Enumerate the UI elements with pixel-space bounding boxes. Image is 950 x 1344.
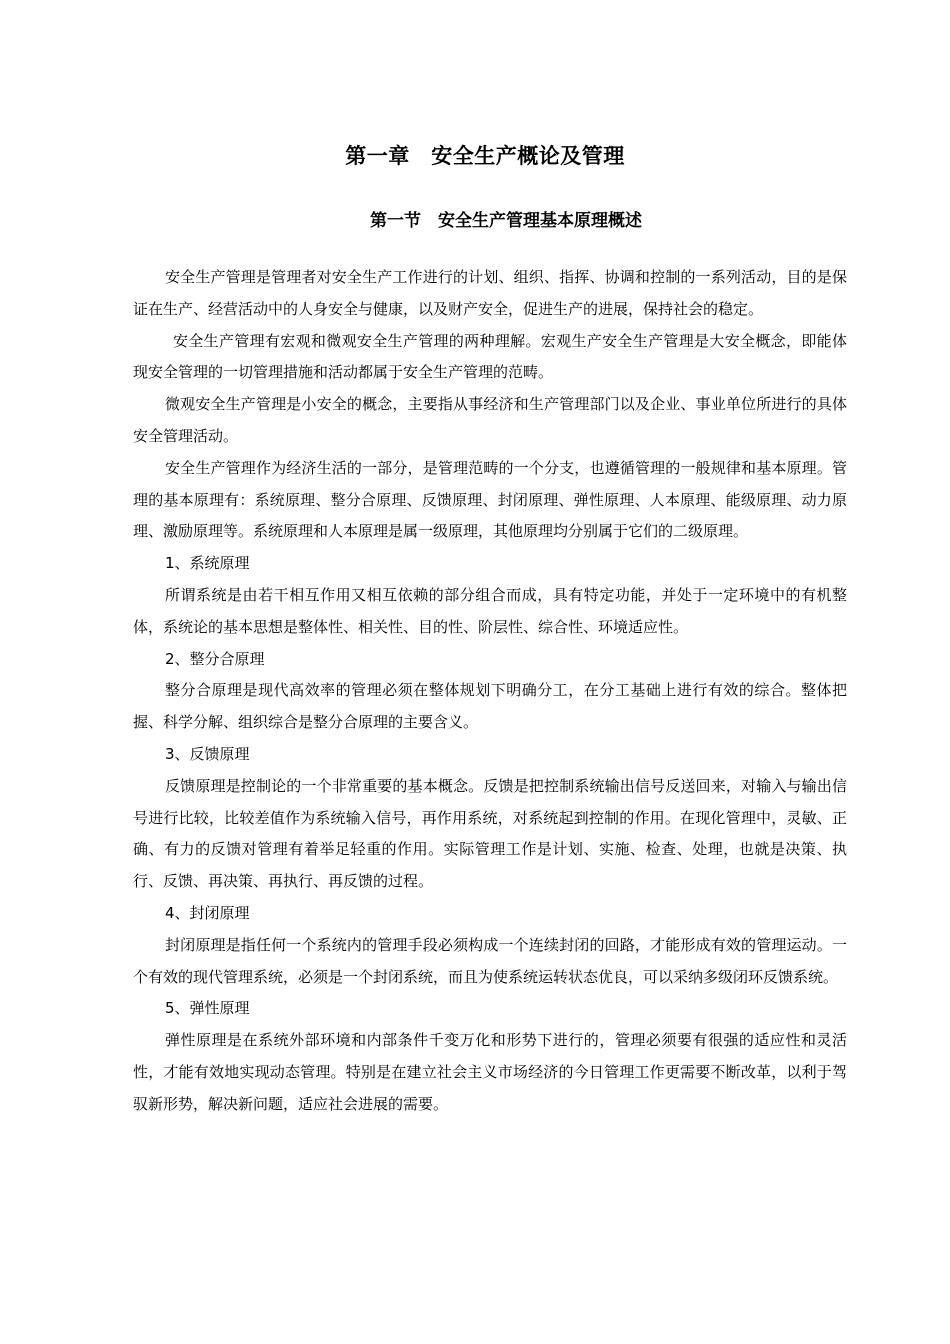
paragraph-system-principle: 所谓系统是由若干相互作用又相互依赖的部分组合而成，具有特定功能，并处于一定环境中的有机整体，系统论的基本思想是整体性、相关性、目的性、阶层性、综合性、环境适应性。	[133, 585, 847, 636]
paragraph-elasticity-principle: 弹性原理是在系统外部环境和内部条件千变万化和形势下进行的，管理必须要有很强的适应性和灵活性，才能有效地实现动态管理。特别是在建立社会主义市场经济的今日管理工作更需要不断改革，以利于驾驭新形势，解决新问题，适应社会进展的需要。	[133, 1031, 847, 1113]
paragraph-integration-principle: 整分合原理是现代高效率的管理必须在整体规划下明确分工，在分工基础上进行有效的综合。整体把握、科学分解、组织综合是整分合原理的主要含义。	[133, 681, 847, 732]
paragraph-micro: 微观安全生产管理是小安全的概念，主要指从事经济和生产管理部门以及企业、事业单位所进行的具体安全管理活动。	[133, 395, 847, 445]
paragraph-macro-micro: 安全生产管理有宏观和微观安全生产管理的两种理解。宏观生产安全生产管理是大安全概念，即能体现安全管理的一切管理措施和活动都属于安全生产管理的范畴。	[133, 331, 847, 382]
heading-feedback-principle: 3、反馈原理	[165, 744, 250, 763]
paragraph-basic-principles: 安全生产管理作为经济生活的一部分，是管理范畴的一个分支，也遵循管理的一般规律和基本原理。管理的基本原理有：系统原理、整分合原理、反馈原理、封闭原理、弹性原理、人本原理、能级原理、动力原理、激励原理等。系统原理和人本原理是属一级原理，其他原理均分别属于它们的二级原理。	[133, 458, 847, 541]
heading-closure-principle: 4、封闭原理	[165, 903, 250, 922]
paragraph-intro: 安全生产管理是管理者对安全生产工作进行的计划、组织、指挥、协调和控制的一系列活动，目的是保证在生产、经营活动中的人身安全与健康，以及财产安全，促进生产的进展，保持社会的稳定。	[133, 268, 847, 318]
chapter-title: 第一章 安全生产概论及管理	[345, 144, 625, 168]
heading-elasticity-principle: 5、弹性原理	[165, 999, 250, 1018]
section-title: 第一节 安全生产管理基本原理概述	[370, 211, 642, 231]
heading-integration-principle: 2、整分合原理	[165, 649, 265, 668]
heading-system-principle: 1、系统原理	[165, 554, 250, 573]
document-body	[133, 262, 847, 1121]
paragraph-closure-principle: 封闭原理是指任何一个系统内的管理手段必须构成一个连续封闭的回路，才能形成有效的管理运动。一个有效的现代管理系统，必须是一个封闭系统，而且为使系统运转状态优良，可以采纳多级闭环反馈系统。	[133, 935, 847, 986]
paragraph-feedback-principle: 反馈原理是控制论的一个非常重要的基本概念。反馈是把控制系统输出信号反送回来，对输入与输出信号进行比较，比较差值作为系统输入信号，再作用系统，对系统起到控制的作用。在现化管理中，灵敏、正确、有力的反馈对管理有着举足轻重的作用。实际管理工作是计划、实施、检查、处理，也就是决策、执行、反馈、再决策、再执行、再反馈的过程。	[133, 776, 847, 891]
